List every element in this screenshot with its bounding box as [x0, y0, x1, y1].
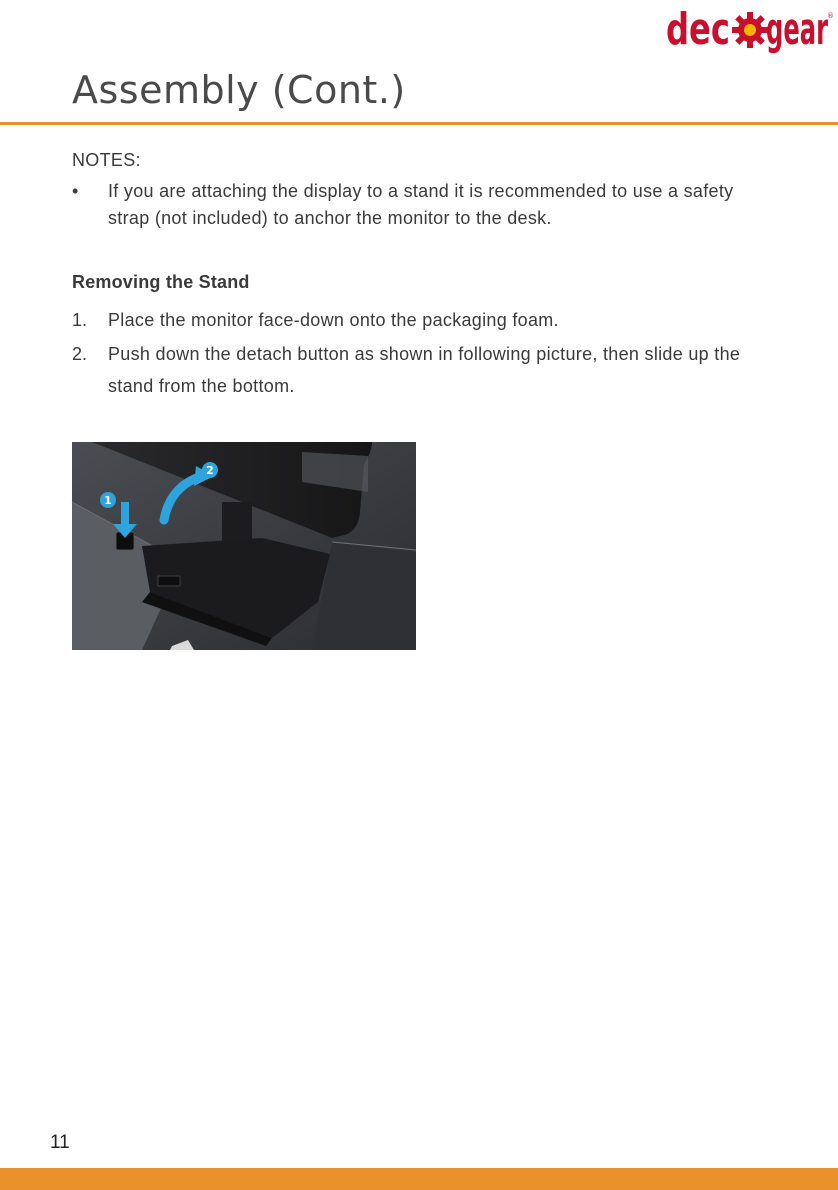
step-number: 1. [72, 310, 88, 330]
stand-removal-photo [72, 442, 416, 650]
page-title: Assembly (Cont.) [72, 68, 406, 112]
svg-text:2: 2 [206, 464, 214, 477]
page-number: 11 [50, 1132, 70, 1153]
deco-gear-logo [666, 4, 834, 55]
note-text: If you are attaching the display to a stand it is recommended to use a safety strap (not included) to anchor the monitor to the desk. [108, 181, 734, 228]
footer-bar [0, 1168, 838, 1190]
section-heading: Removing the Stand [72, 272, 250, 292]
marker-2-icon [202, 462, 218, 478]
title-divider [0, 122, 838, 125]
step-text: Place the monitor face-down onto the packaging foam. [108, 310, 559, 330]
svg-text:dec: dec [666, 4, 730, 55]
svg-text:®: ® [827, 12, 834, 20]
notes-heading: NOTES: [72, 150, 141, 170]
bullet-icon: • [72, 181, 79, 201]
marker-1-icon [100, 492, 116, 508]
gear-icon [732, 12, 768, 48]
step-text: Push down the detach button as shown in following picture, then slide up the stand from the bottom. [108, 344, 741, 396]
svg-text:gear: gear [766, 4, 829, 55]
svg-text:1: 1 [104, 494, 112, 507]
step-number: 2. [72, 344, 88, 364]
